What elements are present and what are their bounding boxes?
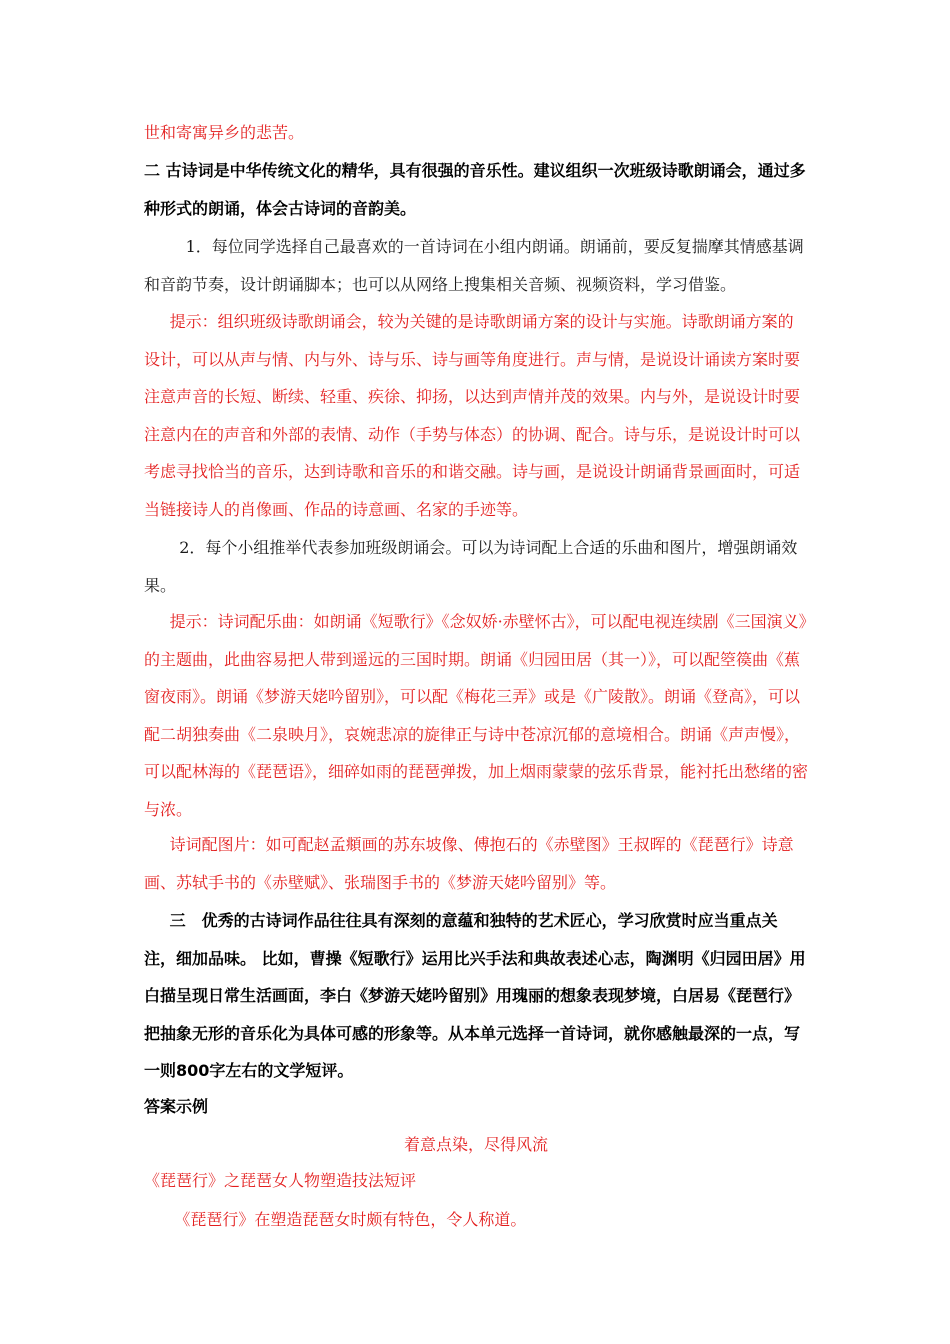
paragraph-closing-line: 世和寄寓异乡的悲苦。	[144, 123, 305, 142]
section-two-heading: 二 古诗词是中华传统文化的精华，具有很强的音乐性。建议组织一次班级诗歌朗诵会，通过多种形式的朗诵，体会古诗词的音韵美。	[144, 161, 806, 218]
essay-opening-line: 《琵琶行》在塑造琵琶女时颇有特色，令人称道。	[174, 1210, 527, 1229]
section-three-paragraph: 三 优秀的古诗词作品往往具有深刻的意蕴和独特的艺术匠心，学习欣赏时应当重点关注，细加品味。 比如，曹操《短歌行》运用比兴手法和典故表述心志，陶渊明《归园田居》用白描呈现日常生活画面，李白《梦游天姥吟留别》用瑰丽的想象表现梦境，白居易《琵琶行》把抽象无形的音乐化为具体可感的形象等。从本单元选择一首诗词，就你感触最深的一点，写一则800字左右的文学短评。	[144, 911, 806, 1080]
essay-subtitle: 《琵琶行》之琵琶女人物塑造技法短评	[144, 1171, 417, 1190]
task-two-paragraph: 2．每个小组推举代表参加班级朗诵会。可以为诗词配上合适的乐曲和图片，增强朗诵效果。	[144, 538, 798, 595]
image-pairing-paragraph: 诗词配图片：如可配赵孟頫画的苏东坡像、傅抱石的《赤壁图》王叔晖的《琵琶行》诗意画、苏轼手书的《赤壁赋》、张瑞图手书的《梦游天姥吟留别》等。	[144, 835, 794, 892]
hint-paragraph-one: 提示：组织班级诗歌朗诵会，较为关键的是诗歌朗诵方案的设计与实施。诗歌朗诵方案的设计，可以从声与情、内与外、诗与乐、诗与画等角度进行。声与情，是说设计诵读方案时要注意声音的长短、断续、轻重、疾徐、抑扬，以达到声情并茂的效果。内与外，是说设计时要注意内在的声音和外部的表情、动作（手势与体态）的协调、配合。诗与乐，是说设计时可以考虑寻找恰当的音乐，达到诗歌和音乐的和谐交融。诗与画，是说设计朗诵背景画面时，可适当链接诗人的肖像画、作品的诗意画、名家的手迹等。	[144, 312, 801, 519]
answer-example-label: 答案示例	[144, 1097, 209, 1116]
essay-title: 着意点染，尽得风流	[403, 1135, 548, 1154]
hint-paragraph-two: 提示：诗词配乐曲：如朗诵《短歌行》《念奴娇·赤壁怀古》，可以配电视连续剧《三国演义》的主题曲，此曲容易把人带到遥远的三国时期。朗诵《归园田居（其一）》，可以配箜篌曲《蕉窗夜雨》。朗诵《梦游天姥吟留别》，可以配《梅花三弄》或是《广陵散》。朗诵《登高》，可以配二胡独奏曲《二泉映月》，哀婉悲凉的旋律正与诗中苍凉沉郁的意境相合。朗诵《声声慢》，可以配林海的《琵琶语》，细碎如雨的琵琶弹拨，加上烟雨蒙蒙的弦乐背景，能衬托出愁绪的密与浓。	[144, 612, 809, 819]
task-one-paragraph: 1．每位同学选择自己最喜欢的一首诗词在小组内朗诵。朗诵前，要反复揣摩其情感基调和音韵节奏，设计朗诵脚本；也可以从网络上搜集相关音频、视频资料，学习借鉴。	[144, 237, 804, 294]
